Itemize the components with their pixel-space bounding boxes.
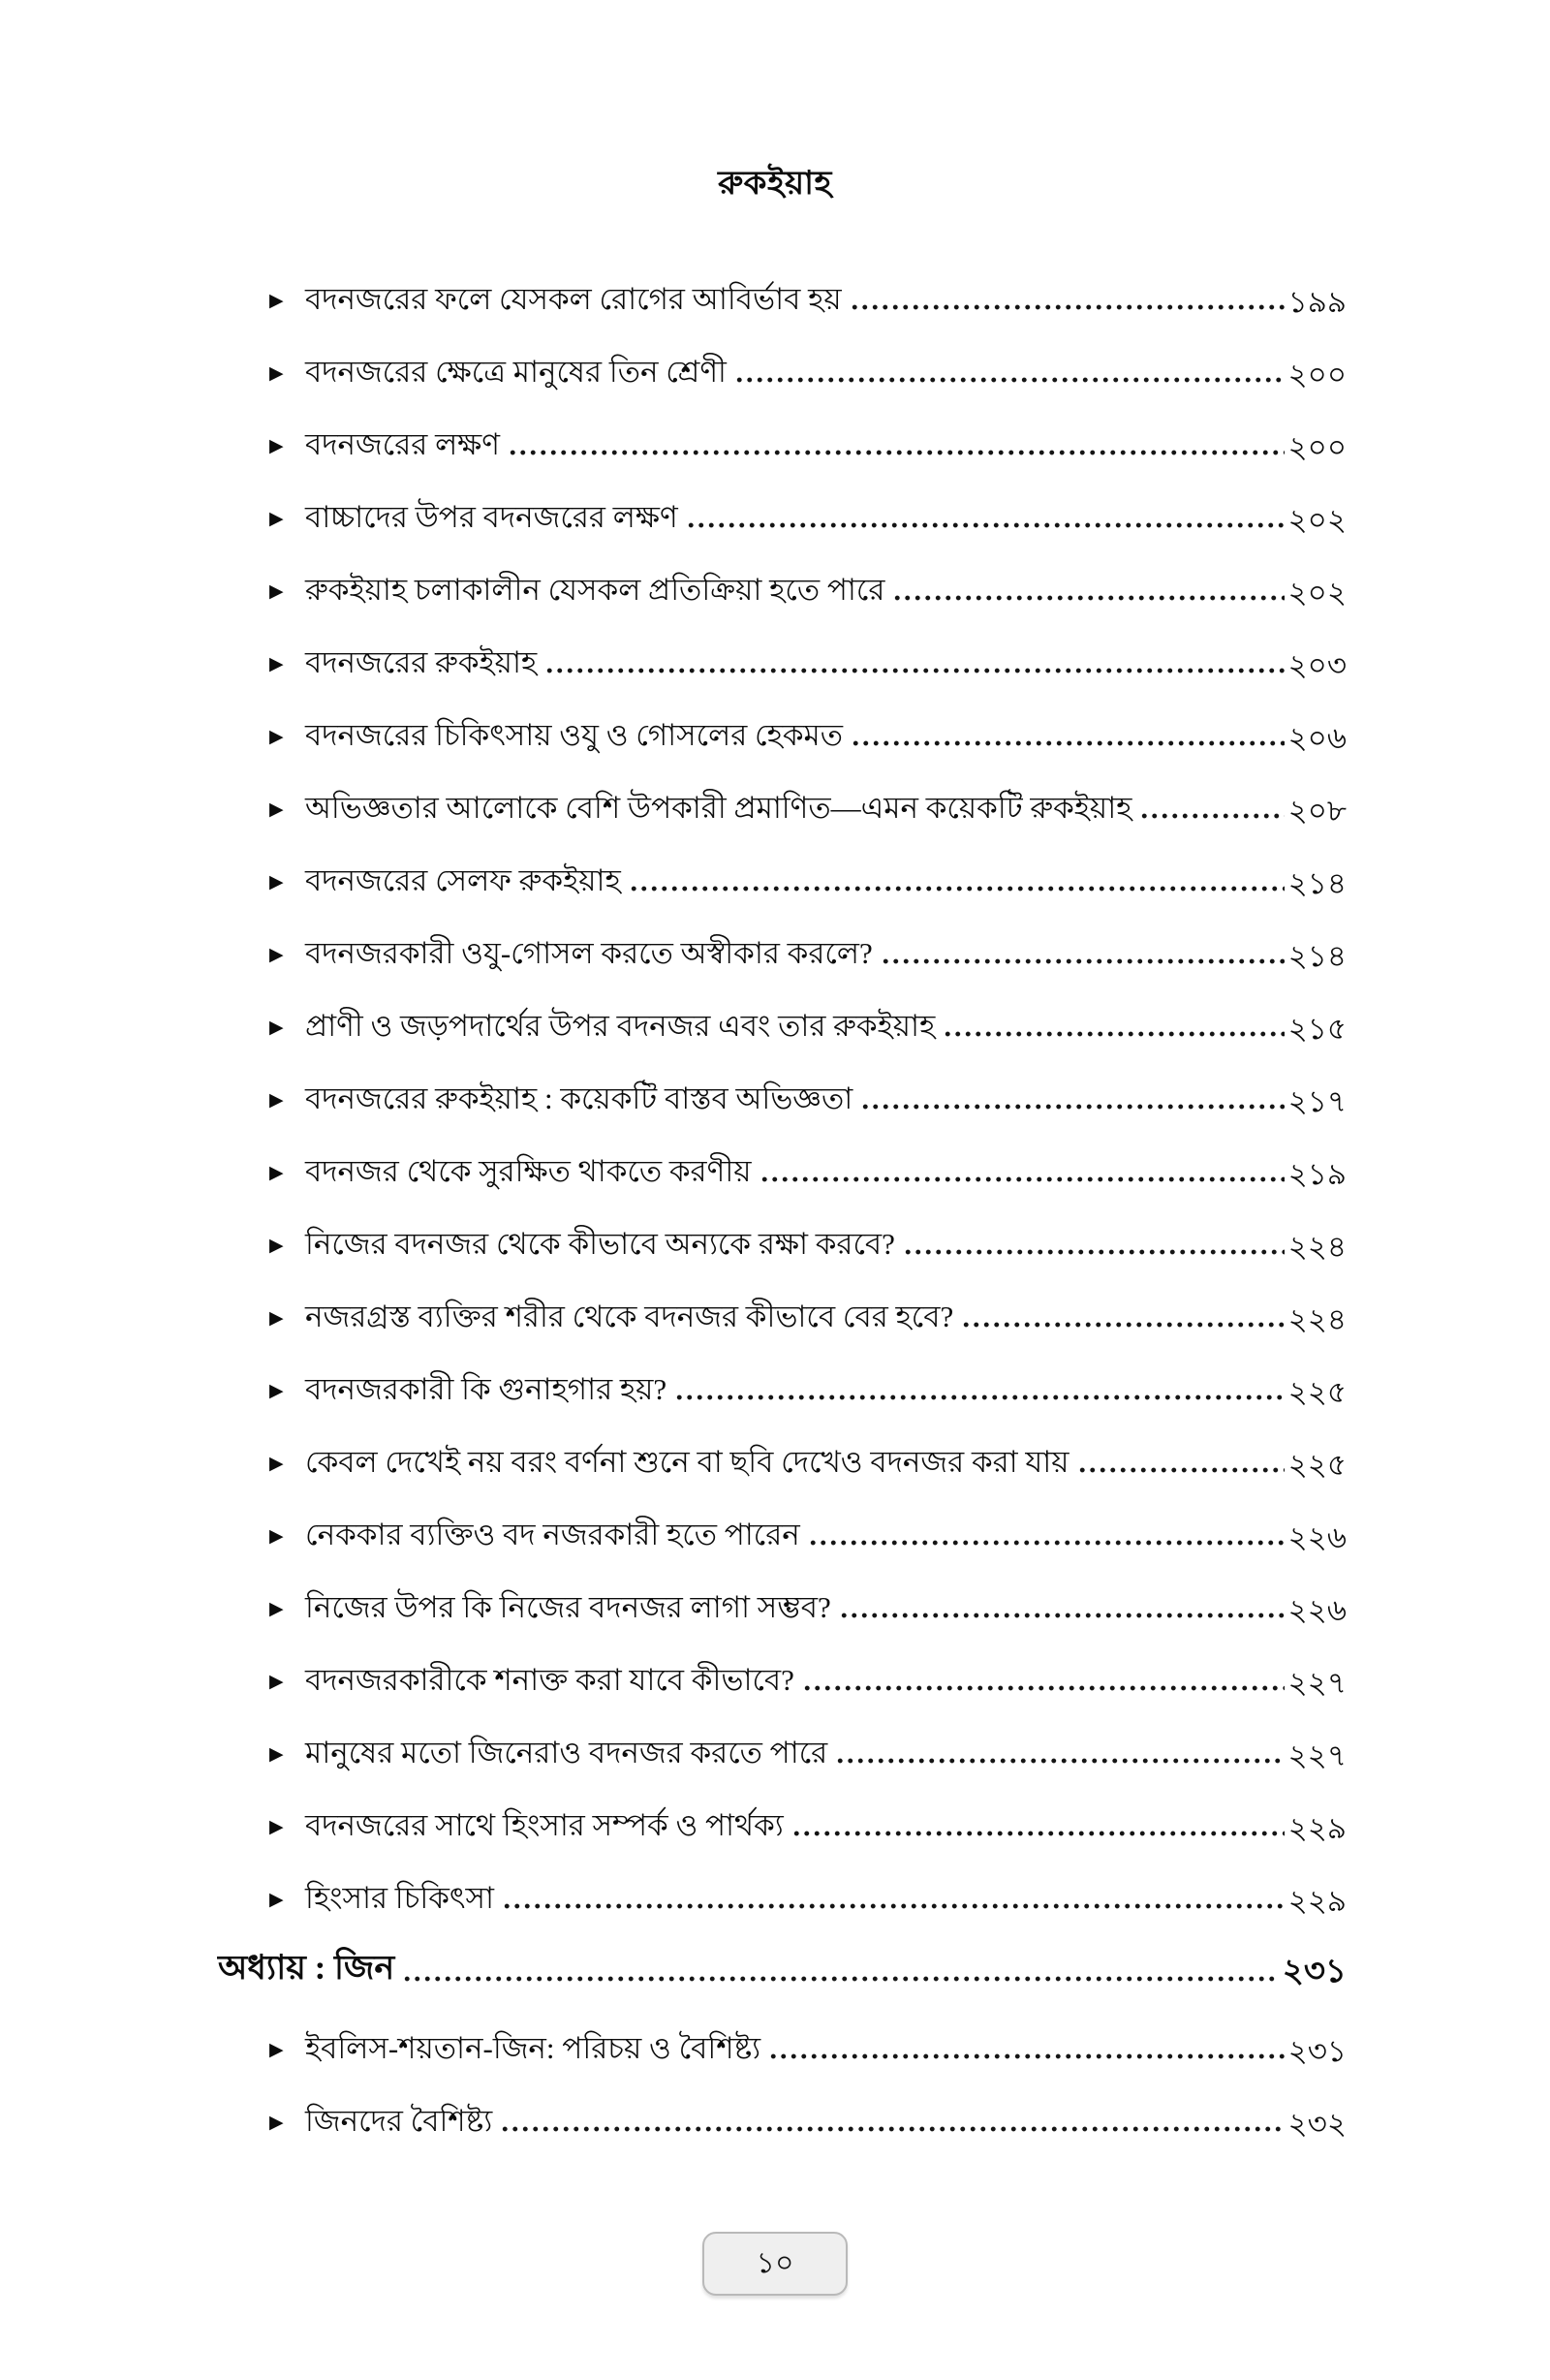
toc-entry-title: নেককার ব্যক্তিও বদ নজরকারী হতে পারেন <box>305 1518 800 1552</box>
toc-row <box>218 1440 1347 1485</box>
triangle-bullet-icon: ▶ <box>269 1743 284 1765</box>
toc-entry-page-number: ২৩১ <box>1282 1953 1347 1989</box>
toc-row <box>218 1803 1347 1848</box>
dotted-leader <box>881 955 1285 968</box>
dotted-leader <box>508 446 1284 459</box>
toc-row <box>218 1295 1347 1339</box>
dotted-leader <box>802 1681 1285 1695</box>
toc-row <box>218 641 1347 685</box>
toc-entry-page-number: ২২৭ <box>1287 1665 1347 1700</box>
triangle-bullet-icon: ▶ <box>269 1889 284 1910</box>
toc-row <box>218 1367 1347 1412</box>
toc-row <box>218 1731 1347 1775</box>
toc-row <box>218 786 1347 830</box>
triangle-bullet-icon: ▶ <box>269 2112 284 2133</box>
footer-page-number-badge <box>702 2232 848 2296</box>
toc-row <box>218 1876 1347 1921</box>
triangle-bullet-icon: ▶ <box>269 1380 284 1401</box>
toc-entry-page-number: ২৩১ <box>1287 2033 1347 2068</box>
toc-row <box>218 2099 1347 2144</box>
toc-entry-title: জিনদের বৈশিষ্ট্য <box>305 2104 493 2139</box>
toc-entry-title: বাচ্চাদের উপর বদনজরের লক্ষণ <box>305 500 678 535</box>
toc-entry-page-number: ২১৫ <box>1287 1011 1347 1046</box>
toc-entry-page-number: ২১৪ <box>1287 865 1347 900</box>
toc-entry-page-number: ২৩২ <box>1287 2106 1347 2141</box>
toc-entry-title: বদনজরের চিকিৎসায় ওযু ও গোসলের হেকমত <box>305 718 844 753</box>
toc-row <box>218 1222 1347 1267</box>
toc-row <box>218 423 1347 467</box>
triangle-bullet-icon: ▶ <box>269 508 284 529</box>
toc-entry-title: ইবলিস-শয়তান-জিন: পরিচয় ও বৈশিষ্ট্য <box>305 2031 761 2066</box>
dotted-leader <box>791 1827 1285 1840</box>
toc-row <box>218 1513 1347 1557</box>
triangle-bullet-icon: ▶ <box>269 435 284 456</box>
toc-row <box>218 859 1347 903</box>
triangle-bullet-icon: ▶ <box>269 2039 284 2060</box>
dotted-leader <box>851 736 1285 750</box>
toc-entry-title: বদনজরের ক্ষেত্রে মানুষের তিন শ্রেণী <box>305 355 727 390</box>
triangle-bullet-icon: ▶ <box>269 1525 284 1547</box>
toc-entry-title: বদনজরকারী ওযু-গোসল করতে অস্বীকার করলে? <box>305 936 873 971</box>
toc-entry-page-number: ২২৭ <box>1287 1738 1347 1772</box>
dotted-leader <box>903 1245 1285 1259</box>
triangle-bullet-icon: ▶ <box>269 799 284 820</box>
toc-entry-title: প্রাণী ও জড়পদার্থের উপর বদনজর এবং তার রুকইয়াহ <box>305 1009 936 1044</box>
toc-row <box>218 2026 1347 2071</box>
toc-entry-page-number: ২২৪ <box>1287 1229 1347 1264</box>
toc-entry-title: বদনজর থেকে সুরক্ষিত থাকতে করণীয় <box>305 1154 752 1189</box>
dotted-leader <box>860 1100 1284 1113</box>
toc-row <box>218 1149 1347 1194</box>
triangle-bullet-icon: ▶ <box>269 1089 284 1111</box>
toc-entry-title: নজরগ্রস্ত ব্যক্তির শরীর থেকে বদনজর কীভাবে বের হবে? <box>305 1300 954 1334</box>
toc-entry-title: বদনজরের লক্ষণ <box>305 427 501 462</box>
toc-entry-page-number: ২২৬ <box>1287 1592 1347 1627</box>
dotted-leader <box>768 2050 1284 2063</box>
toc-entry-page-number: ২০৮ <box>1287 793 1347 828</box>
toc-entry-page-number: ২২৪ <box>1287 1301 1347 1336</box>
toc-entry-title: কেবল দেখেই নয় বরং বর্ণনা শুনে বা ছবি দেখেও বদনজর করা যায় <box>305 1445 1070 1480</box>
dotted-leader <box>734 373 1285 387</box>
triangle-bullet-icon: ▶ <box>269 1162 284 1183</box>
triangle-bullet-icon: ▶ <box>269 1453 284 1474</box>
triangle-bullet-icon: ▶ <box>269 1816 284 1837</box>
toc-entry-page-number: ২২৫ <box>1287 1374 1347 1409</box>
toc-row <box>218 277 1347 322</box>
toc-entry-title: বদনজরের সাথে হিংসার সম্পর্ক ও পার্থক্য <box>305 1808 784 1843</box>
triangle-bullet-icon: ▶ <box>269 290 284 311</box>
dotted-leader <box>1077 1463 1285 1477</box>
toc-entry-page-number: ২০৬ <box>1287 720 1347 755</box>
triangle-bullet-icon: ▶ <box>269 1598 284 1619</box>
triangle-bullet-icon: ▶ <box>269 871 284 892</box>
toc-entry-title: মানুষের মতো জিনেরাও বদনজর করতে পারে <box>305 1736 828 1770</box>
dotted-leader <box>943 1027 1284 1041</box>
toc-entry-page-number: ২১৯ <box>1287 1156 1347 1191</box>
toc-row <box>218 1658 1347 1703</box>
dotted-leader <box>839 1609 1285 1622</box>
toc-entry-page-number: ২২৯ <box>1287 1810 1347 1845</box>
table-of-contents <box>218 277 1347 2144</box>
page-title: রুকইয়াহ <box>718 166 832 202</box>
triangle-bullet-icon: ▶ <box>269 1235 284 1256</box>
triangle-bullet-icon: ▶ <box>269 580 284 602</box>
toc-row <box>218 1004 1347 1049</box>
toc-entry-title: অভিজ্ঞতার আলোকে বেশি উপকারী প্রমাণিত—এমন কয়েকটি রুকইয়াহ <box>305 791 1132 826</box>
toc-entry-page-number: ১৯৯ <box>1287 284 1347 319</box>
toc-entry-title: বদনজরের ফলে যেসকল রোগের আবির্ভাব হয় <box>305 282 842 317</box>
toc-entry-page-number: ২২৬ <box>1287 1519 1347 1554</box>
toc-row <box>218 568 1347 612</box>
toc-entry-page-number: ২০২ <box>1287 502 1347 537</box>
dotted-leader <box>835 1754 1284 1768</box>
toc-entry-title: বদনজরের রুকইয়াহ <box>305 645 538 680</box>
triangle-bullet-icon: ▶ <box>269 1017 284 1038</box>
toc-entry-page-number: ২০০ <box>1287 429 1347 464</box>
triangle-bullet-icon: ▶ <box>269 1671 284 1692</box>
toc-entry-title: হিংসার চিকিৎসা <box>305 1881 494 1916</box>
dotted-leader <box>892 591 1284 605</box>
toc-entry-page-number: ২০৩ <box>1287 647 1347 682</box>
toc-row <box>218 1585 1347 1630</box>
toc-row <box>218 1949 1347 1993</box>
toc-row <box>218 713 1347 758</box>
dotted-leader <box>760 1173 1285 1186</box>
toc-entry-title: রুকইয়াহ চলাকালীন যেসকল প্রতিক্রিয়া হতে পারে <box>305 573 885 608</box>
dotted-leader <box>502 1899 1285 1913</box>
dotted-leader <box>500 2122 1284 2136</box>
dotted-leader <box>1139 809 1284 823</box>
triangle-bullet-icon: ▶ <box>269 726 284 747</box>
dotted-leader <box>544 664 1284 677</box>
toc-row <box>218 1077 1347 1121</box>
dotted-leader <box>674 1391 1284 1404</box>
toc-entry-title: নিজের বদনজর থেকে কীভাবে অন্যকে রক্ষা করবে? <box>305 1227 895 1262</box>
dotted-leader <box>629 882 1285 895</box>
triangle-bullet-icon: ▶ <box>269 944 284 965</box>
dotted-leader <box>402 1972 1279 1986</box>
toc-row <box>218 931 1347 976</box>
triangle-bullet-icon: ▶ <box>269 653 284 674</box>
toc-entry-title: বদনজরের সেলফ রুকইয়াহ <box>305 863 621 898</box>
toc-entry-title: অধ্যায় : জিন <box>218 1949 395 1988</box>
dotted-leader <box>686 518 1285 532</box>
toc-entry-page-number: ২১৭ <box>1287 1083 1347 1118</box>
toc-entry-page-number: ২০২ <box>1287 575 1347 610</box>
toc-entry-title: বদনজরের রুকইয়াহ : কয়েকটি বাস্তব অভিজ্ঞতা <box>305 1081 853 1116</box>
toc-entry-title: নিজের উপর কি নিজের বদনজর লাগা সম্ভব? <box>305 1590 831 1625</box>
toc-entry-page-number: ২১৪ <box>1287 938 1347 973</box>
toc-entry-page-number: ২০০ <box>1287 357 1347 391</box>
toc-row <box>218 495 1347 540</box>
triangle-bullet-icon: ▶ <box>269 1307 284 1329</box>
toc-entry-page-number: ২২৫ <box>1287 1447 1347 1482</box>
dotted-leader <box>808 1536 1285 1550</box>
triangle-bullet-icon: ▶ <box>269 362 284 384</box>
toc-entry-title: বদনজরকারী কি গুনাহগার হয়? <box>305 1372 667 1407</box>
dotted-leader <box>961 1318 1284 1331</box>
toc-row <box>218 350 1347 394</box>
dotted-leader <box>850 300 1285 314</box>
footer-page-number: ১০ <box>756 2246 794 2279</box>
toc-entry-title: বদনজরকারীকে শনাক্ত করা যাবে কীভাবে? <box>305 1663 794 1698</box>
toc-entry-page-number: ২২৯ <box>1287 1883 1347 1918</box>
